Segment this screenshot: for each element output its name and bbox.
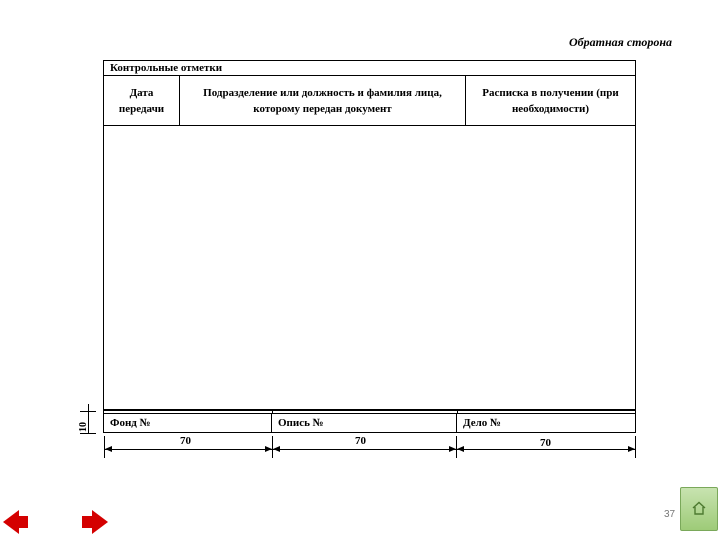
header-transfer-date: Дата передачи (104, 76, 180, 126)
arrow-left-icon[interactable] (3, 510, 19, 534)
footer-fond: Фонд № (104, 414, 272, 432)
header-receipt: Расписка в получении (при необходимости) (466, 76, 635, 126)
dimension-arrow (457, 446, 464, 452)
dimension-arrow (105, 446, 112, 452)
dimension-tick (635, 436, 636, 458)
dimension-line (104, 449, 635, 450)
page-number: 37 (664, 509, 676, 520)
side-title: Обратная сторона (569, 35, 672, 49)
footer-delo: Дело № (463, 417, 502, 429)
width-label-1: 70 (180, 435, 191, 447)
prev-slide-button[interactable] (18, 516, 28, 528)
dimension-arrow (273, 446, 280, 452)
form-title: Контрольные отметки (104, 61, 635, 76)
control-marks-form (103, 60, 636, 433)
footer-opis: Опись № (272, 414, 457, 432)
arrow-right-icon[interactable] (92, 510, 108, 534)
dimension-arrow (628, 446, 635, 452)
next-slide-button[interactable] (82, 516, 92, 528)
dimension-arrow (449, 446, 456, 452)
home-button[interactable] (680, 487, 718, 531)
form-body-area (104, 128, 635, 410)
footer-divider (104, 409, 635, 411)
height-label: 10 (78, 422, 89, 432)
home-icon (692, 501, 706, 515)
dimension-arrow (265, 446, 272, 452)
width-label-3: 70 (540, 437, 551, 449)
header-recipient: Подразделение или должность и фамилия лица, которому передан документ (180, 76, 466, 126)
width-label-2: 70 (355, 435, 366, 447)
